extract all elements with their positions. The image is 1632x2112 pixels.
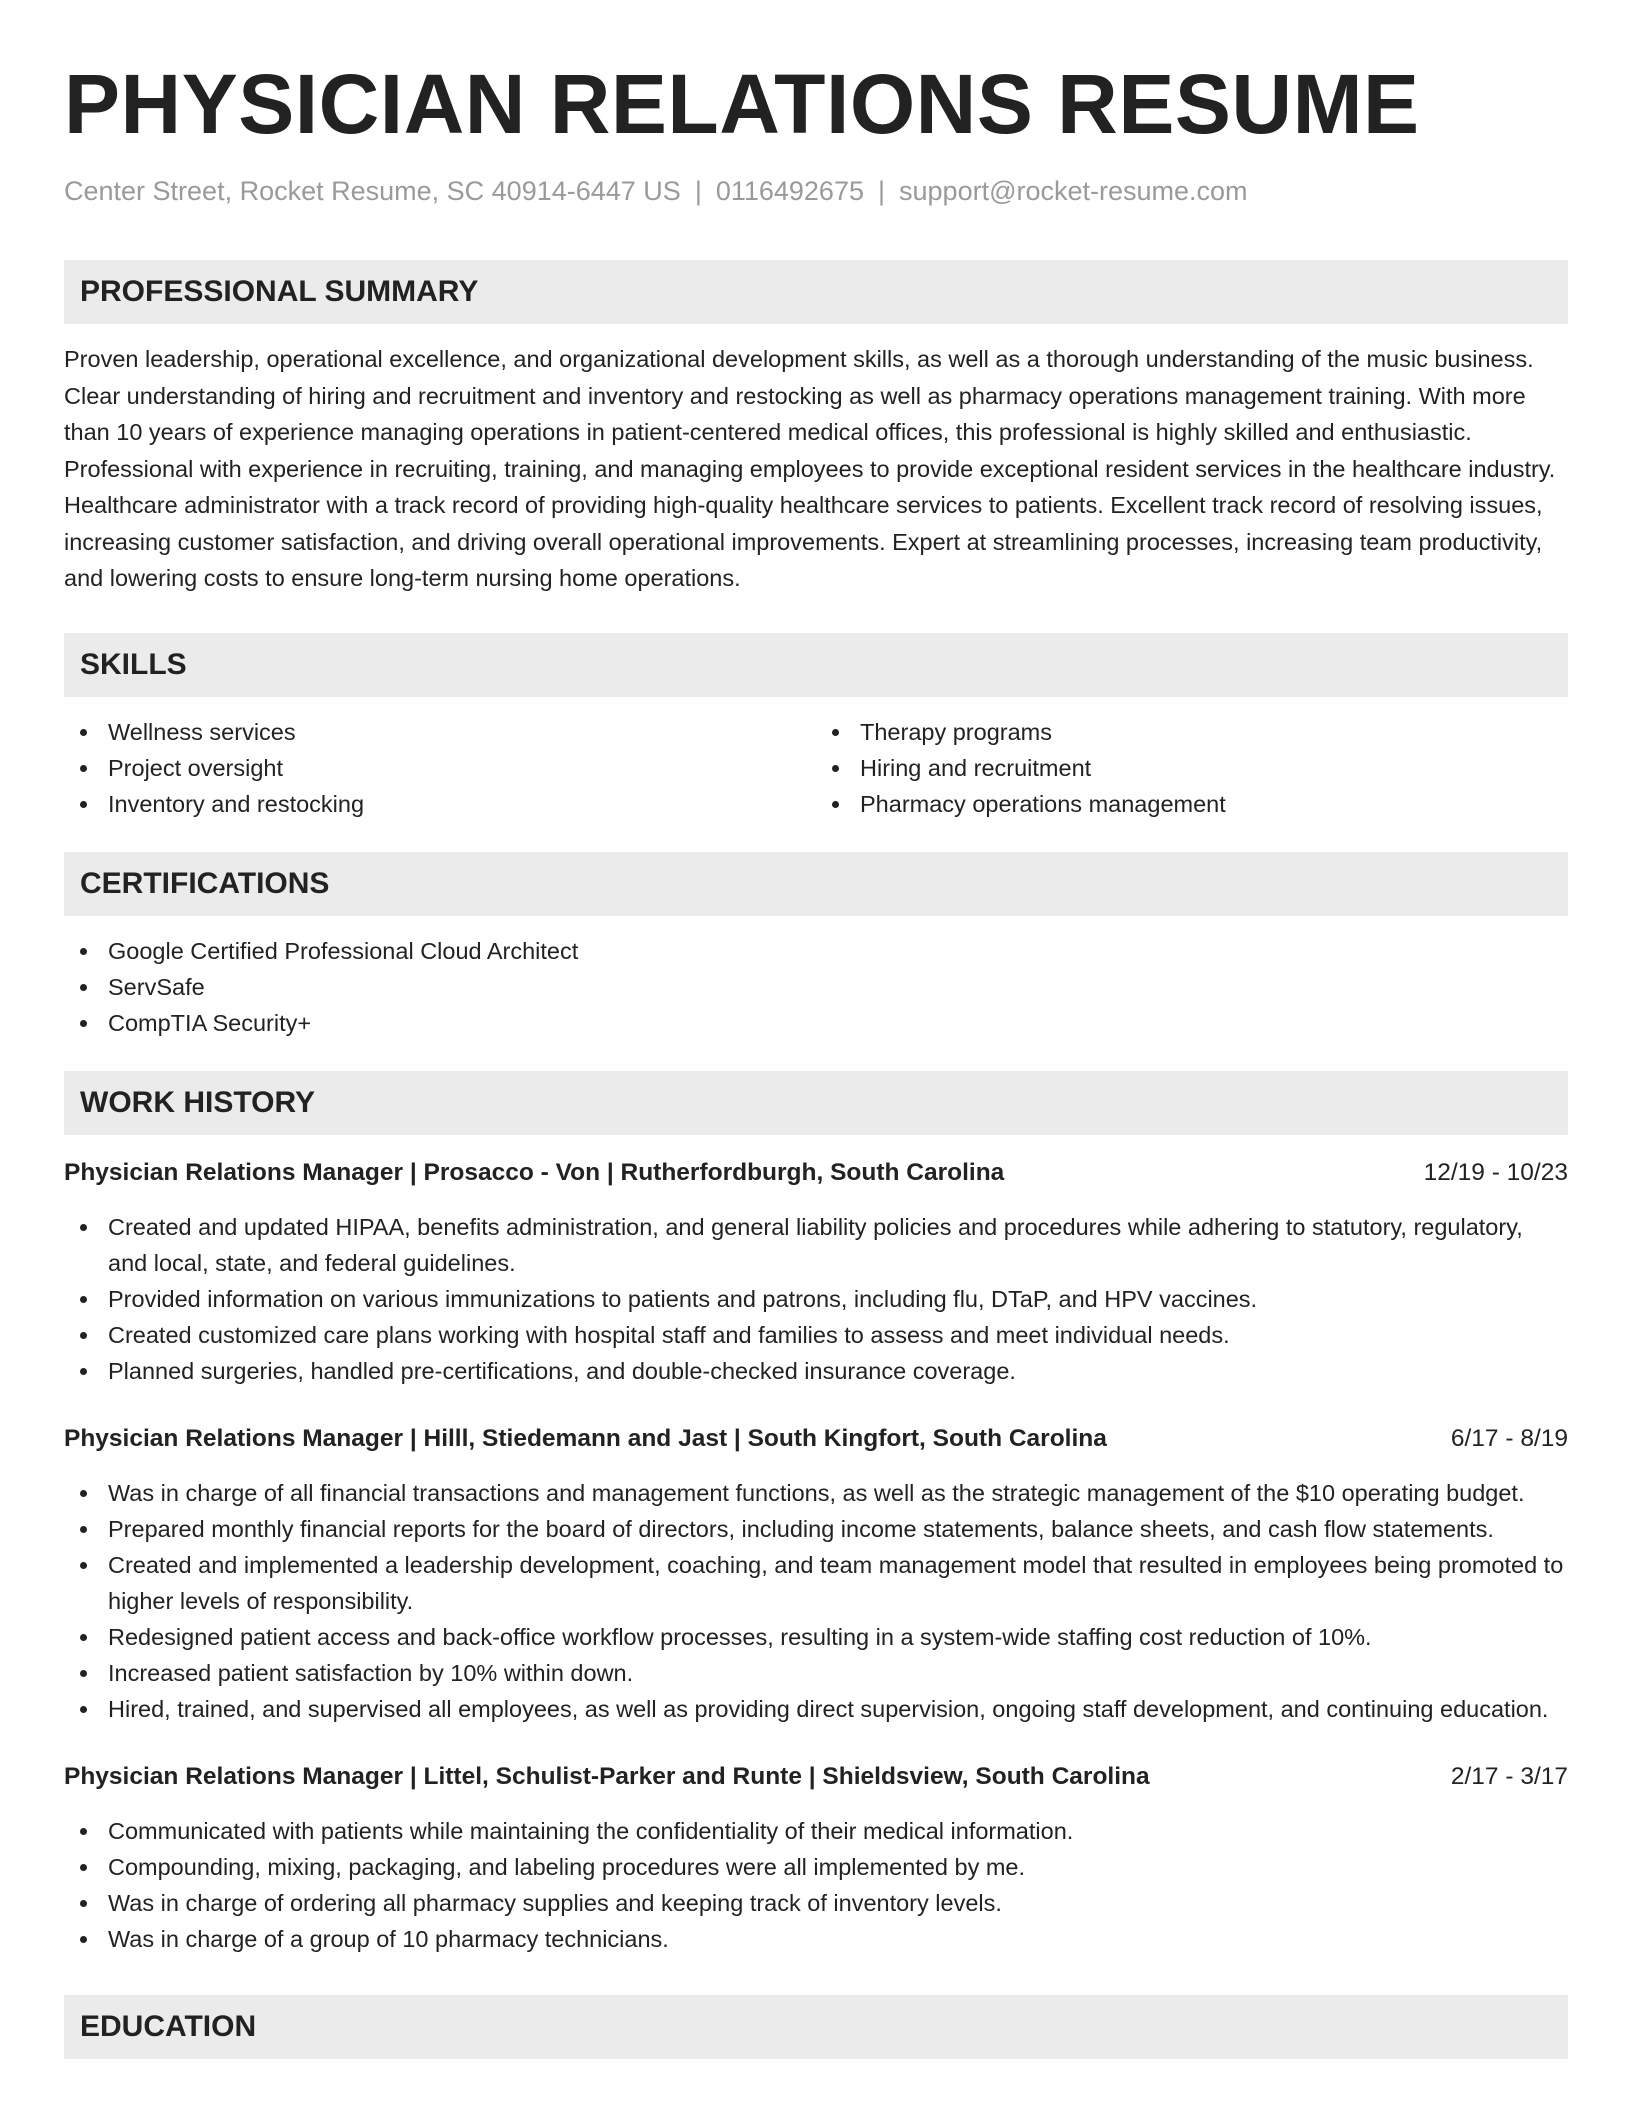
job-bullet: Redesigned patient access and back-office workflow processes, resulting in a system-wide staffing cost reduction of 10%. [64, 1619, 1568, 1655]
job-bullet: Created and updated HIPAA, benefits administration, and general liability policies and procedures while adhering to statutory, regulatory, and local, state, and federal guidelines. [64, 1209, 1568, 1281]
job-dates: 6/17 - 8/19 [1450, 1424, 1568, 1452]
job-bullet: Created and implemented a leadership development, coaching, and team management model that resulted in employees being promoted to higher levels of responsibility. [64, 1547, 1568, 1619]
job-bullet: Created customized care plans working with hospital staff and families to assess and meet individual needs. [64, 1317, 1568, 1353]
contact-separator: | [694, 176, 702, 206]
skill-item: Hiring and recruitment [816, 750, 1568, 786]
job-entry [64, 1421, 1568, 1727]
skills-column-left [64, 714, 816, 822]
job-bullet: Provided information on various immunizations to patients and patrons, including flu, DTaP, and HPV vaccines. [64, 1281, 1568, 1317]
job-entry [64, 1155, 1568, 1389]
job-header [64, 1155, 1568, 1191]
resume-page [64, 0, 1568, 2059]
section-heading-skills: SKILLS [64, 633, 1568, 697]
job-header [64, 1421, 1568, 1457]
job-entry [64, 1759, 1568, 1957]
summary-text: Proven leadership, operational excellence, and organizational development skills, as well as a thorough understanding of the music business. Clear understanding of hiring and recruitment and inventory and restocking as well as pharmacy operations management training. With more than 10 years of experience managing operations in patient-centered medical offices, this professional is highly skilled and enthusiastic. Professional with experience in recruiting, training, and managing employees to provide exceptional resident services in the healthcare industry. Healthcare administrator with a track record of providing high-quality healthcare services to patients. Excellent track record of resolving issues, increasing customer satisfaction, and driving overall operational improvements. Expert at streamlining processes, increasing team productivity, and lowering costs to ensure long-term nursing home operations. [64, 346, 1556, 591]
skill-item: Project oversight [64, 750, 816, 786]
job-bullet: Communicated with patients while maintaining the confidentiality of their medical information. [64, 1813, 1568, 1849]
certification-item: ServSafe [64, 969, 1568, 1005]
job-bullet: Was in charge of ordering all pharmacy supplies and keeping track of inventory levels. [64, 1885, 1568, 1921]
job-bullets [64, 1813, 1568, 1957]
job-title: Physician Relations Manager | Prosacco - Von | Rutherfordburgh, South Carolina [64, 1158, 1005, 1186]
certification-item: Google Certified Professional Cloud Architect [64, 933, 1568, 969]
job-bullets [64, 1475, 1568, 1727]
job-dates: 12/19 - 10/23 [1423, 1158, 1568, 1186]
job-title: Physician Relations Manager | Hilll, Stiedemann and Jast | South Kingfort, South Carolina [64, 1424, 1107, 1452]
resume-title: PHYSICIAN RELATIONS RESUME [64, 57, 1420, 151]
job-bullet: Hired, trained, and supervised all employees, as well as providing direct supervision, ongoing staff development, and continuing education. [64, 1691, 1568, 1727]
contact-line [64, 174, 1568, 208]
skill-item: Therapy programs [816, 714, 1568, 750]
section-heading-summary: PROFESSIONAL SUMMARY [64, 260, 1568, 324]
certifications-list [64, 933, 1568, 1041]
job-header [64, 1759, 1568, 1795]
job-bullet: Compounding, mixing, packaging, and labeling procedures were all implemented by me. [64, 1849, 1568, 1885]
section-heading-work-history: WORK HISTORY [64, 1071, 1568, 1135]
job-bullet: Was in charge of a group of 10 pharmacy technicians. [64, 1921, 1568, 1957]
section-heading-certifications: CERTIFICATIONS [64, 852, 1568, 916]
job-bullet: Prepared monthly financial reports for the board of directors, including income statements, balance sheets, and cash flow statements. [64, 1511, 1568, 1547]
skills-list [64, 714, 1568, 822]
contact-email: support@rocket-resume.com [899, 176, 1248, 206]
job-title: Physician Relations Manager | Littel, Schulist-Parker and Runte | Shieldsview, South Carolina [64, 1762, 1150, 1790]
skill-item: Pharmacy operations management [816, 786, 1568, 822]
job-bullet: Increased patient satisfaction by 10% within down. [64, 1655, 1568, 1691]
job-bullet: Was in charge of all financial transactions and management functions, as well as the strategic management of the $10 operating budget. [64, 1475, 1568, 1511]
job-bullet: Planned surgeries, handled pre-certifications, and double-checked insurance coverage. [64, 1353, 1568, 1389]
certification-item: CompTIA Security+ [64, 1005, 1568, 1041]
contact-separator: | [878, 176, 886, 206]
job-bullets [64, 1209, 1568, 1389]
skills-column-right [816, 714, 1568, 822]
contact-address: Center Street, Rocket Resume, SC 40914-6447 US [64, 176, 681, 206]
section-heading-education: EDUCATION [64, 1995, 1568, 2059]
skill-item: Wellness services [64, 714, 816, 750]
skill-item: Inventory and restocking [64, 786, 816, 822]
contact-phone: 0116492675 [715, 176, 864, 206]
job-dates: 2/17 - 3/17 [1450, 1762, 1568, 1790]
